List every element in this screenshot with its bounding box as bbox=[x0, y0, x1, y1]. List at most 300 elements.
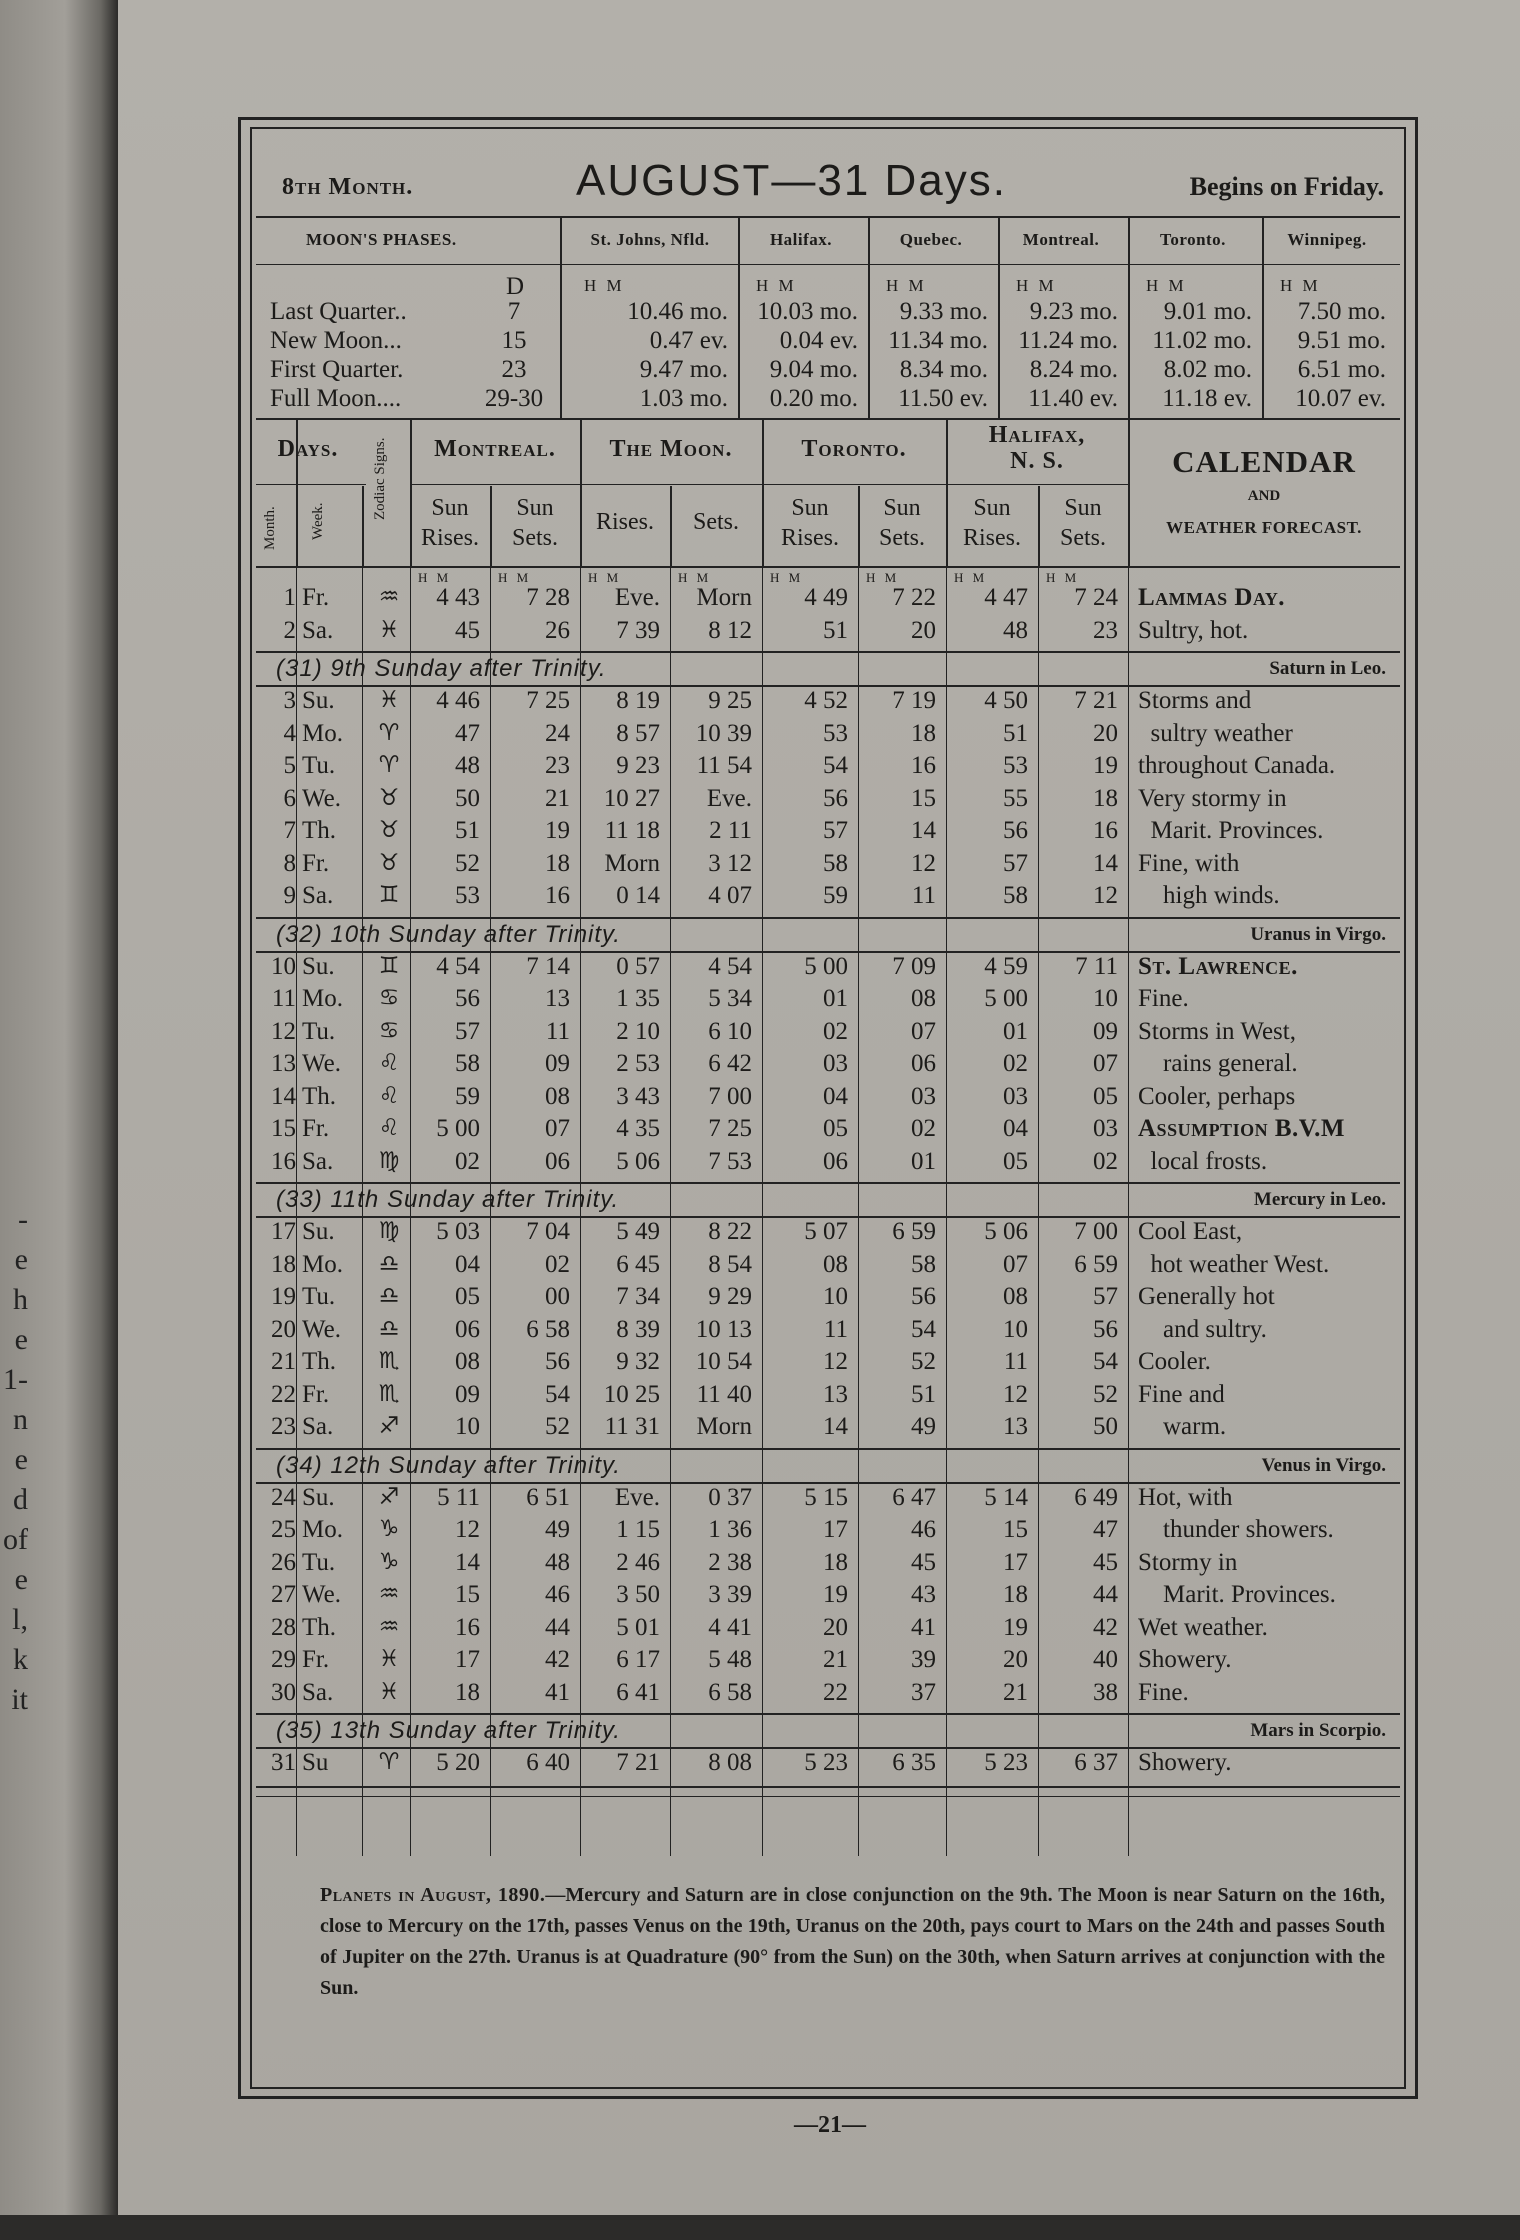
cell-ms: 06 bbox=[545, 1147, 570, 1175]
cell-moonr: 7 21 bbox=[616, 1749, 660, 1776]
cell-forecast: and sultry. bbox=[1138, 1315, 1267, 1343]
table-row bbox=[256, 617, 1400, 649]
cell-hr: 58 bbox=[1003, 882, 1028, 909]
table-row bbox=[256, 1516, 1400, 1548]
cell-moonr: 10 27 bbox=[603, 784, 660, 812]
cell-moonr: 1 15 bbox=[616, 1516, 660, 1543]
margin-fragment: it bbox=[11, 1683, 28, 1716]
cell-ts: 14 bbox=[911, 817, 936, 844]
cell-moonr: 8 57 bbox=[616, 719, 660, 747]
cell-weekday: We. bbox=[302, 1050, 341, 1077]
cell-zodiac: ♌ bbox=[378, 1082, 400, 1109]
cell-moons: 4 54 bbox=[708, 952, 752, 980]
cell-ms: 24 bbox=[545, 719, 570, 747]
cell-forecast: Marit. Provinces. bbox=[1138, 1581, 1336, 1608]
cell-weekday: Mo. bbox=[302, 985, 343, 1012]
cell-moonr: 5 01 bbox=[616, 1613, 660, 1641]
cell-hr: 17 bbox=[1003, 1548, 1028, 1576]
hm-label: H M bbox=[866, 570, 900, 585]
cell-hs: 50 bbox=[1093, 1413, 1118, 1440]
cell-weekday: Th. bbox=[302, 1082, 337, 1110]
cell-zodiac: ♈ bbox=[378, 752, 400, 778]
hm-label: H M bbox=[1146, 276, 1187, 295]
cell-day: 30 bbox=[271, 1678, 296, 1706]
cell-ms: 23 bbox=[545, 752, 570, 779]
cell-tr: 05 bbox=[823, 1115, 848, 1142]
cell-tr: 54 bbox=[823, 752, 848, 779]
cell-mr: 04 bbox=[455, 1250, 480, 1278]
cell-mr: 58 bbox=[455, 1050, 480, 1077]
cell-zodiac: ♏ bbox=[378, 1348, 400, 1374]
cell-ts: 7 09 bbox=[892, 952, 936, 980]
sunday-label: (34) 12th Sunday after Trinity. bbox=[276, 1451, 621, 1479]
cell-moonr: 3 50 bbox=[616, 1581, 660, 1608]
cell-day: 9 bbox=[283, 882, 296, 909]
cell-hr: 5 06 bbox=[984, 1218, 1028, 1245]
cell-mr: 59 bbox=[455, 1082, 480, 1110]
table-row bbox=[256, 850, 1400, 882]
cell-hs: 07 bbox=[1093, 1050, 1118, 1077]
cell-hs: 14 bbox=[1093, 849, 1118, 877]
cell-tr: 5 00 bbox=[804, 952, 848, 980]
cell-ms: 11 bbox=[545, 1017, 570, 1045]
cell-hr: 04 bbox=[1003, 1115, 1028, 1142]
phase-time: 8.24 mo. bbox=[1029, 356, 1118, 383]
cell-weekday: Fr. bbox=[302, 1115, 330, 1142]
cell-hr: 5 00 bbox=[984, 985, 1028, 1012]
cell-day: 1 bbox=[283, 584, 296, 611]
cell-day: 21 bbox=[271, 1348, 296, 1375]
cell-ts: 6 47 bbox=[892, 1483, 936, 1511]
phase-time: 7.50 mo. bbox=[1297, 298, 1386, 325]
cell-day: 23 bbox=[271, 1413, 296, 1440]
sunday-row bbox=[256, 1450, 1400, 1480]
cell-day: 17 bbox=[271, 1218, 296, 1245]
cell-hr: 57 bbox=[1003, 849, 1028, 877]
cell-day: 8 bbox=[283, 849, 296, 877]
cell-hs: 6 49 bbox=[1074, 1483, 1118, 1511]
cell-weekday: Th. bbox=[302, 1613, 337, 1641]
rule bbox=[410, 484, 1128, 485]
cell-weekday: Su. bbox=[302, 1218, 335, 1245]
location-header: Winnipeg. bbox=[1287, 230, 1367, 249]
cell-hr: 5 23 bbox=[984, 1749, 1028, 1776]
cell-moonr: Eve. bbox=[614, 584, 660, 611]
cell-hr: 51 bbox=[1003, 719, 1028, 747]
cell-ms: 18 bbox=[545, 849, 570, 877]
cell-day: 6 bbox=[283, 784, 296, 812]
cell-hr: 4 50 bbox=[984, 687, 1028, 714]
cell-moonr: 5 49 bbox=[616, 1218, 660, 1245]
table-row bbox=[256, 1749, 1400, 1781]
cell-ts: 54 bbox=[911, 1315, 936, 1343]
phase-time: 8.02 mo. bbox=[1163, 356, 1252, 383]
cell-ts: 58 bbox=[911, 1250, 936, 1278]
phase-time: 10.07 ev. bbox=[1295, 385, 1386, 412]
cell-moonr: 7 39 bbox=[616, 616, 660, 644]
cell-weekday: Sa. bbox=[302, 1147, 334, 1175]
cell-hr: 18 bbox=[1003, 1581, 1028, 1608]
cell-hs: 19 bbox=[1093, 752, 1118, 779]
cell-ts: 20 bbox=[911, 616, 936, 644]
cell-tr: 5 15 bbox=[804, 1483, 848, 1511]
cell-weekday: Sa. bbox=[302, 616, 334, 644]
sub-header-time: Sets. bbox=[878, 525, 925, 551]
cell-hs: 12 bbox=[1093, 882, 1118, 909]
cell-forecast: sultry weather bbox=[1138, 719, 1293, 747]
table-row bbox=[256, 1115, 1400, 1147]
cell-moonr: 0 57 bbox=[616, 952, 660, 980]
sunday-label: (35) 13th Sunday after Trinity. bbox=[276, 1717, 621, 1744]
cell-day: 22 bbox=[271, 1380, 296, 1408]
cell-hs: 7 00 bbox=[1074, 1218, 1118, 1245]
cell-forecast: Very stormy in bbox=[1138, 784, 1287, 812]
cell-hr: 19 bbox=[1003, 1613, 1028, 1641]
cell-moons: 0 37 bbox=[708, 1483, 752, 1511]
cell-ts: 49 bbox=[911, 1413, 936, 1440]
cell-day: 24 bbox=[271, 1483, 296, 1511]
planet-note: Uranus in Virgo. bbox=[1250, 923, 1386, 945]
cell-forecast: St. Lawrence. bbox=[1138, 952, 1298, 980]
sub-header-sun: Sun bbox=[1064, 495, 1102, 521]
table-row bbox=[256, 1679, 1400, 1711]
cell-zodiac: ♉ bbox=[378, 784, 400, 811]
sub-header-sun: Sun bbox=[791, 495, 829, 521]
cell-zodiac: ♒ bbox=[378, 1581, 400, 1607]
cell-zodiac: ♌ bbox=[378, 1050, 400, 1076]
planet-note: Venus in Virgo. bbox=[1261, 1454, 1386, 1476]
header-week: Week. bbox=[310, 502, 326, 540]
cell-tr: 03 bbox=[823, 1050, 848, 1077]
cell-day: 31 bbox=[271, 1749, 296, 1776]
begins-on: Begins on Friday. bbox=[1189, 172, 1384, 201]
cell-hs: 52 bbox=[1093, 1380, 1118, 1408]
cell-forecast: Storms and bbox=[1138, 687, 1252, 714]
cell-moonr: 9 32 bbox=[616, 1348, 660, 1375]
cell-ts: 07 bbox=[911, 1017, 936, 1045]
page-number: —21— bbox=[794, 2112, 866, 2138]
cell-ts: 45 bbox=[911, 1548, 936, 1576]
cell-ts: 39 bbox=[911, 1646, 936, 1673]
cell-moons: Eve. bbox=[706, 784, 752, 812]
previous-page-edge bbox=[0, 0, 118, 2240]
cell-tr: 53 bbox=[823, 719, 848, 747]
cell-mr: 52 bbox=[455, 849, 480, 877]
cell-moons: 8 22 bbox=[708, 1218, 752, 1245]
cell-day: 3 bbox=[283, 687, 296, 714]
cell-zodiac: ♒ bbox=[378, 1613, 400, 1640]
hm-label: H M bbox=[678, 570, 712, 585]
cell-zodiac: ♒ bbox=[378, 584, 400, 610]
cell-moons: 6 42 bbox=[708, 1050, 752, 1077]
cell-ms: 26 bbox=[545, 616, 570, 644]
table-row bbox=[256, 1581, 1400, 1613]
cell-ms: 09 bbox=[545, 1050, 570, 1077]
cell-mr: 14 bbox=[455, 1548, 480, 1576]
margin-fragment: n bbox=[13, 1403, 28, 1436]
cell-hr: 48 bbox=[1003, 616, 1028, 644]
cell-ms: 7 28 bbox=[526, 584, 570, 611]
table-row bbox=[256, 1018, 1400, 1050]
cell-moons: 9 29 bbox=[708, 1283, 752, 1310]
table-row bbox=[256, 1614, 1400, 1646]
cell-ms: 16 bbox=[545, 882, 570, 909]
cell-hr: 12 bbox=[1003, 1380, 1028, 1408]
cell-ms: 44 bbox=[545, 1613, 570, 1641]
hm-label: H M bbox=[588, 570, 622, 585]
cell-mr: 5 03 bbox=[436, 1218, 480, 1245]
cell-ts: 01 bbox=[911, 1147, 936, 1175]
cell-forecast: Stormy in bbox=[1138, 1548, 1238, 1576]
header-zodiac: Zodiac Signs. bbox=[372, 437, 388, 520]
cell-tr: 51 bbox=[823, 616, 848, 644]
cell-ts: 06 bbox=[911, 1050, 936, 1077]
phase-time: 10.03 mo. bbox=[757, 298, 858, 325]
cell-moons: 5 34 bbox=[708, 985, 752, 1012]
margin-fragment: d bbox=[13, 1483, 28, 1516]
table-row bbox=[256, 985, 1400, 1017]
cell-zodiac: ♐ bbox=[378, 1413, 400, 1439]
cell-tr: 12 bbox=[823, 1348, 848, 1375]
cell-weekday: Su. bbox=[302, 687, 335, 714]
cell-moons: 9 25 bbox=[708, 687, 752, 714]
cell-hs: 40 bbox=[1093, 1646, 1118, 1673]
cell-ts: 52 bbox=[911, 1348, 936, 1375]
cell-ts: 51 bbox=[911, 1380, 936, 1408]
cell-tr: 4 49 bbox=[804, 584, 848, 611]
cell-weekday: We. bbox=[302, 784, 341, 812]
cell-moonr: 8 19 bbox=[616, 687, 660, 714]
cell-hr: 05 bbox=[1003, 1147, 1028, 1175]
cell-hr: 20 bbox=[1003, 1646, 1028, 1673]
cell-forecast: Sultry, hot. bbox=[1138, 616, 1249, 644]
cell-day: 2 bbox=[283, 616, 296, 644]
rule bbox=[362, 486, 364, 566]
cell-moons: Morn bbox=[696, 1413, 752, 1440]
cell-hs: 44 bbox=[1093, 1581, 1118, 1608]
cell-moons: 10 54 bbox=[695, 1348, 752, 1375]
cell-tr: 10 bbox=[823, 1283, 848, 1310]
cell-ts: 12 bbox=[911, 849, 936, 877]
cell-forecast: thunder showers. bbox=[1138, 1516, 1334, 1543]
cell-zodiac: ♌ bbox=[378, 1115, 400, 1141]
cell-mr: 18 bbox=[455, 1678, 480, 1706]
cell-ms: 21 bbox=[545, 784, 570, 812]
cell-hs: 10 bbox=[1093, 985, 1118, 1012]
cell-weekday: Fr. bbox=[302, 849, 330, 877]
cell-mr: 53 bbox=[455, 882, 480, 909]
cell-tr: 08 bbox=[823, 1250, 848, 1278]
location-header: Toronto. bbox=[1160, 230, 1226, 249]
table-row bbox=[256, 1050, 1400, 1082]
cell-forecast: Storms in West, bbox=[1138, 1017, 1296, 1045]
cell-hr: 56 bbox=[1003, 817, 1028, 844]
cell-moons: 3 12 bbox=[708, 849, 752, 877]
phase-day: 7 bbox=[507, 298, 521, 325]
cell-moonr: Morn bbox=[604, 849, 660, 877]
cell-ts: 08 bbox=[911, 985, 936, 1012]
location-header: Montreal. bbox=[1022, 230, 1100, 249]
phase-time: 1.03 mo. bbox=[639, 385, 728, 412]
cell-weekday: Tu. bbox=[302, 752, 336, 779]
cell-weekday: Su bbox=[302, 1749, 329, 1776]
cell-tr: 58 bbox=[823, 849, 848, 877]
cell-mr: 08 bbox=[455, 1348, 480, 1375]
cell-moonr: 9 23 bbox=[616, 752, 660, 779]
phase-time: 9.23 mo. bbox=[1029, 298, 1118, 325]
cell-moonr: 1 35 bbox=[616, 985, 660, 1012]
cell-day: 29 bbox=[271, 1646, 296, 1673]
sub-header-time: Rises. bbox=[420, 525, 479, 551]
header-month: Month. bbox=[262, 506, 278, 550]
cell-ts: 7 19 bbox=[892, 687, 936, 714]
cell-forecast: high winds. bbox=[1138, 882, 1280, 909]
cell-weekday: Mo. bbox=[302, 1250, 343, 1278]
cell-hr: 21 bbox=[1003, 1678, 1028, 1706]
cell-hs: 23 bbox=[1093, 616, 1118, 644]
cell-mr: 5 11 bbox=[437, 1483, 480, 1511]
cell-moons: 8 08 bbox=[708, 1749, 752, 1776]
header-calendar: CALENDAR bbox=[1172, 444, 1356, 479]
cell-day: 11 bbox=[271, 985, 296, 1012]
phase-time: 11.24 mo. bbox=[1018, 327, 1118, 354]
cell-moons: 1 36 bbox=[708, 1516, 752, 1543]
cell-hs: 6 37 bbox=[1074, 1749, 1118, 1776]
cell-moonr: 5 06 bbox=[616, 1147, 660, 1175]
phase-name: New Moon... bbox=[270, 327, 402, 354]
cell-weekday: Fr. bbox=[302, 1380, 330, 1408]
sub-header-time: Sets. bbox=[1059, 525, 1106, 551]
cell-tr: 14 bbox=[823, 1413, 848, 1440]
cell-ts: 02 bbox=[911, 1115, 936, 1142]
header-montreal: Montreal. bbox=[434, 436, 556, 462]
sub-header-time: Rises. bbox=[780, 525, 839, 551]
rule bbox=[256, 566, 1400, 568]
cell-forecast: rains general. bbox=[1138, 1050, 1298, 1077]
cell-moons: 11 40 bbox=[696, 1380, 752, 1408]
rule bbox=[256, 418, 1400, 420]
cell-forecast: throughout Canada. bbox=[1138, 752, 1336, 779]
cell-tr: 11 bbox=[823, 1315, 848, 1343]
cell-mr: 48 bbox=[455, 752, 480, 779]
sunday-row bbox=[256, 919, 1400, 949]
cell-ts: 43 bbox=[911, 1581, 936, 1608]
cell-hs: 42 bbox=[1093, 1613, 1118, 1641]
cell-tr: 4 52 bbox=[804, 687, 848, 714]
cell-hr: 10 bbox=[1003, 1315, 1028, 1343]
cell-forecast: Marit. Provinces. bbox=[1138, 817, 1324, 844]
cell-day: 19 bbox=[271, 1283, 296, 1310]
cell-zodiac: ♉ bbox=[378, 849, 400, 876]
sub-header-time: Sets. bbox=[511, 525, 558, 551]
cell-zodiac: ♍ bbox=[378, 1147, 400, 1174]
cell-forecast: Cooler, perhaps bbox=[1138, 1082, 1296, 1110]
phase-time: 11.40 ev. bbox=[1028, 385, 1118, 412]
table-row bbox=[256, 1413, 1400, 1445]
cell-ms: 41 bbox=[545, 1678, 570, 1706]
cell-day: 26 bbox=[271, 1548, 296, 1576]
cell-moons: 2 38 bbox=[708, 1548, 752, 1576]
cell-weekday: Fr. bbox=[302, 1646, 330, 1673]
cell-mr: 12 bbox=[455, 1516, 480, 1543]
cell-zodiac: ♈ bbox=[378, 1749, 400, 1775]
table-row bbox=[256, 1484, 1400, 1516]
cell-forecast: Fine. bbox=[1138, 1678, 1189, 1706]
cell-mr: 09 bbox=[455, 1380, 480, 1408]
cell-day: 25 bbox=[271, 1516, 296, 1543]
table-row bbox=[256, 1646, 1400, 1678]
planets-note-lead: Planets in August, 1890. bbox=[320, 1884, 546, 1906]
cell-tr: 5 07 bbox=[804, 1218, 848, 1245]
header-weather-forecast: WEATHER FORECAST. bbox=[1166, 518, 1362, 537]
cell-mr: 51 bbox=[455, 817, 480, 844]
rule bbox=[256, 484, 366, 485]
previous-page-margin-text bbox=[0, 1200, 28, 1720]
table-row bbox=[256, 882, 1400, 914]
sub-header-time: Rises. bbox=[962, 525, 1021, 551]
cell-hr: 55 bbox=[1003, 784, 1028, 812]
hm-label: H M bbox=[756, 276, 797, 295]
rule bbox=[560, 218, 562, 418]
month-number: 8th Month. bbox=[282, 174, 414, 200]
cell-ts: 16 bbox=[911, 752, 936, 779]
cell-mr: 4 46 bbox=[436, 687, 480, 714]
sunday-row bbox=[256, 653, 1400, 683]
rule bbox=[256, 1796, 1400, 1797]
table-row bbox=[256, 1283, 1400, 1315]
margin-fragment: of bbox=[3, 1523, 28, 1556]
cell-hs: 02 bbox=[1093, 1147, 1118, 1175]
cell-moonr: 2 10 bbox=[616, 1017, 660, 1045]
cell-hr: 15 bbox=[1003, 1516, 1028, 1543]
cell-ms: 42 bbox=[545, 1646, 570, 1673]
cell-mr: 17 bbox=[455, 1646, 480, 1673]
cell-ms: 6 58 bbox=[526, 1315, 570, 1343]
rule bbox=[256, 264, 1400, 265]
sub-header-sun: Sun bbox=[431, 495, 469, 521]
cell-ms: 19 bbox=[545, 817, 570, 844]
cell-day: 27 bbox=[271, 1581, 296, 1608]
cell-zodiac: ♎ bbox=[378, 1250, 400, 1277]
cell-forecast: Fine, with bbox=[1138, 849, 1240, 877]
cell-hs: 56 bbox=[1093, 1315, 1118, 1343]
cell-mr: 50 bbox=[455, 784, 480, 812]
cell-zodiac: ♈ bbox=[378, 719, 400, 746]
cell-moonr: 3 43 bbox=[616, 1082, 660, 1110]
cell-moons: 10 13 bbox=[695, 1315, 752, 1343]
cell-weekday: Su. bbox=[302, 1483, 335, 1511]
cell-moons: Morn bbox=[696, 584, 752, 611]
cell-tr: 20 bbox=[823, 1613, 848, 1641]
table-row bbox=[256, 687, 1400, 719]
cell-moonr: 6 17 bbox=[616, 1646, 660, 1673]
cell-hr: 03 bbox=[1003, 1082, 1028, 1110]
hm-label: H M bbox=[584, 276, 625, 295]
phase-time: 9.33 mo. bbox=[899, 298, 988, 325]
cell-zodiac: ♎ bbox=[378, 1315, 400, 1342]
phase-name: First Quarter. bbox=[270, 356, 404, 383]
cell-ms: 46 bbox=[545, 1581, 570, 1608]
cell-mr: 47 bbox=[455, 719, 480, 747]
hm-label: H M bbox=[886, 276, 927, 295]
cell-zodiac: ♓ bbox=[378, 687, 400, 713]
table-row bbox=[256, 752, 1400, 784]
planet-note: Mercury in Leo. bbox=[1253, 1189, 1386, 1210]
cell-forecast: Showery. bbox=[1138, 1646, 1232, 1673]
phase-day: 29-30 bbox=[484, 385, 544, 412]
cell-hs: 38 bbox=[1093, 1678, 1118, 1706]
sunday-label: (33) 11th Sunday after Trinity. bbox=[276, 1186, 620, 1213]
